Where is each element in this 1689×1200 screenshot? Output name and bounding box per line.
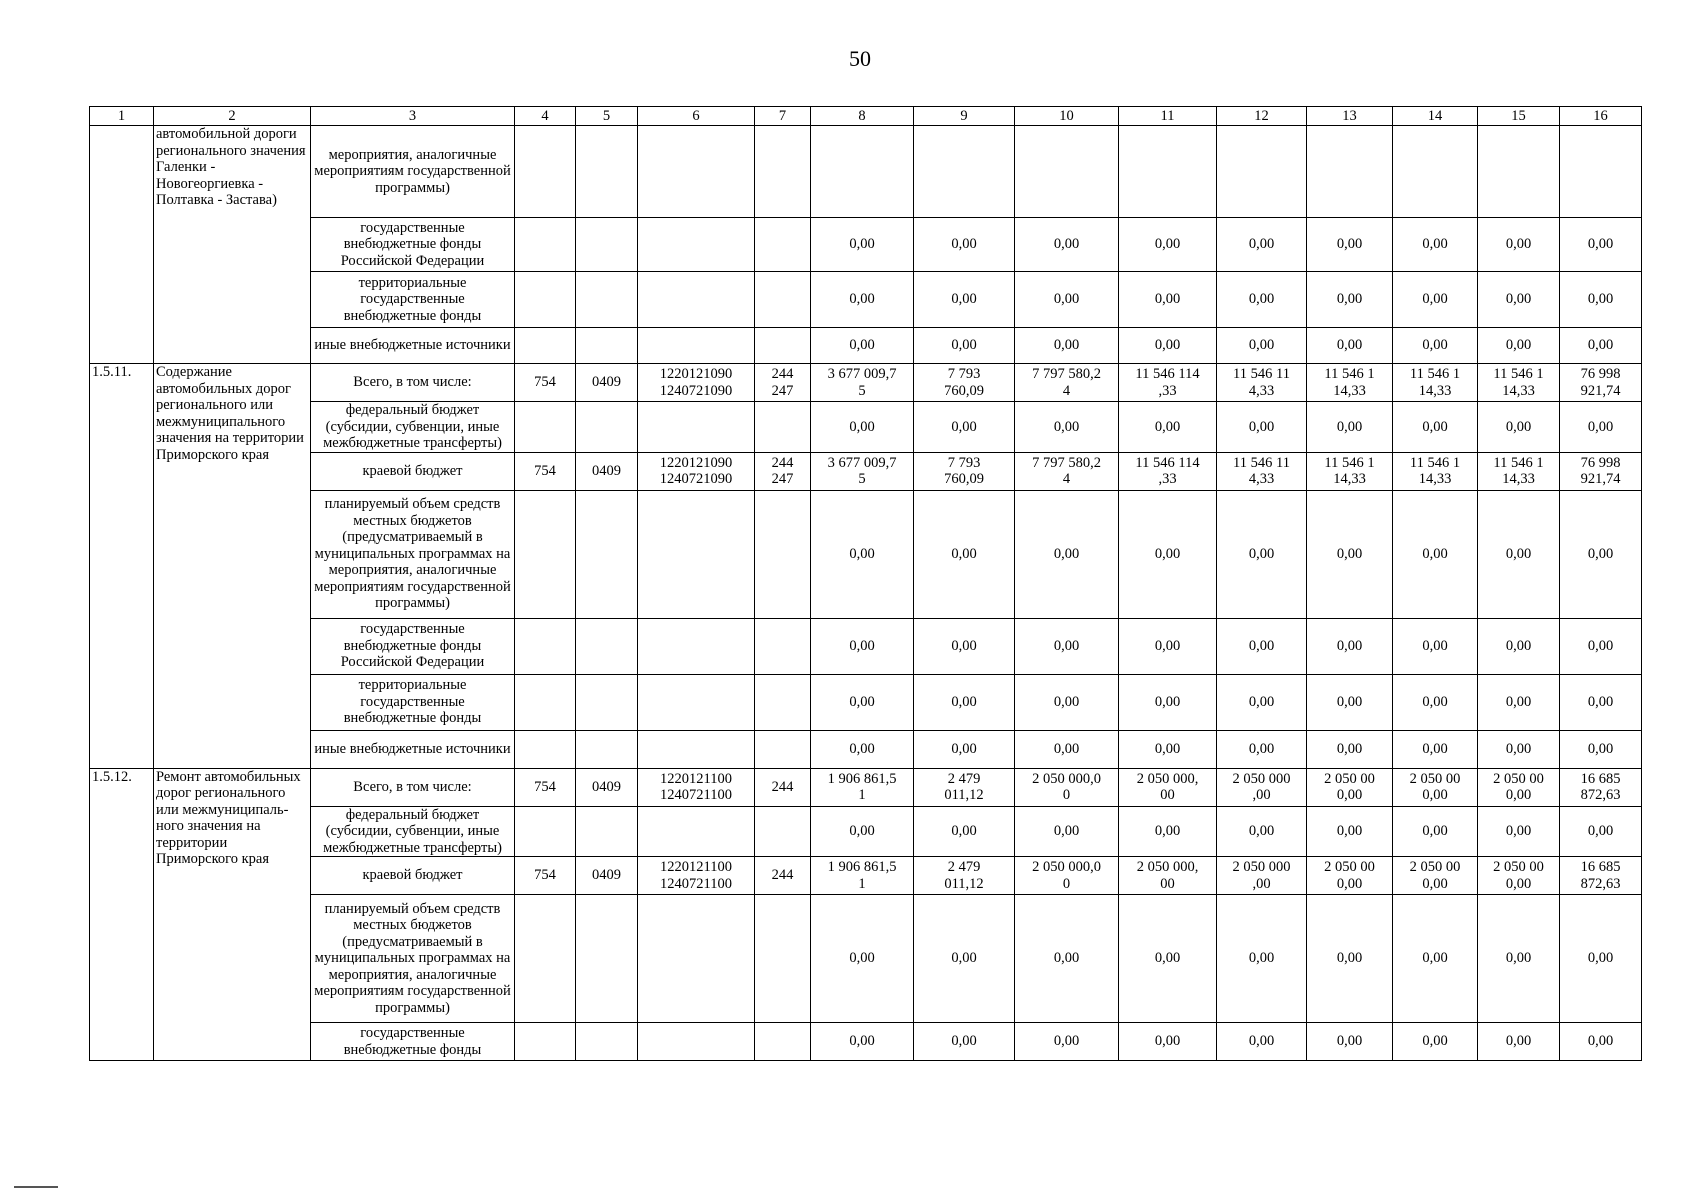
amount-col-10: 0,00 (1015, 490, 1119, 618)
table-row (90, 402, 1642, 453)
amount-col-14: 0,00 (1393, 618, 1478, 674)
funding-source: территориальные государственные внебюджетные фонды (311, 272, 515, 328)
target-article-code (638, 328, 755, 364)
amount-col-14: 0,00 (1393, 895, 1478, 1023)
amount-col-14 (1393, 126, 1478, 218)
amount-col-14: 0,00 (1393, 218, 1478, 272)
amount-col-9: 0,00 (914, 895, 1015, 1023)
column-number-6: 6 (638, 107, 755, 126)
amount-col-15: 2 050 00 0,00 (1478, 857, 1560, 895)
amount-col-11: 11 546 114 ,33 (1119, 452, 1217, 490)
amount-col-16: 0,00 (1560, 1023, 1642, 1061)
amount-col-12: 0,00 (1217, 402, 1307, 453)
amount-col-10: 0,00 (1015, 730, 1119, 768)
amount-col-10: 0,00 (1015, 402, 1119, 453)
amount-col-8: 0,00 (811, 402, 914, 453)
amount-col-8: 1 906 861,5 1 (811, 857, 914, 895)
amount-col-14: 0,00 (1393, 490, 1478, 618)
amount-col-10: 0,00 (1015, 328, 1119, 364)
column-number-15: 15 (1478, 107, 1560, 126)
item-number: 1.5.11. (90, 364, 154, 769)
amount-col-16: 16 685 872,63 (1560, 768, 1642, 806)
amount-col-13: 2 050 00 0,00 (1307, 857, 1393, 895)
funding-source: государственные внебюджетные фонды (311, 1023, 515, 1061)
amount-col-15: 0,00 (1478, 402, 1560, 453)
amount-col-8: 3 677 009,7 5 (811, 452, 914, 490)
expense-type-code: 244 (755, 857, 811, 895)
amount-col-14: 0,00 (1393, 272, 1478, 328)
column-number-13: 13 (1307, 107, 1393, 126)
target-article-code: 1220121090 1240721090 (638, 364, 755, 402)
expense-type-code (755, 126, 811, 218)
amount-col-16: 0,00 (1560, 272, 1642, 328)
amount-col-12: 0,00 (1217, 806, 1307, 857)
amount-col-14: 0,00 (1393, 328, 1478, 364)
column-number-7: 7 (755, 107, 811, 126)
amount-col-15: 0,00 (1478, 218, 1560, 272)
amount-col-15: 0,00 (1478, 618, 1560, 674)
ministry-code (515, 1023, 576, 1061)
column-number-5: 5 (576, 107, 638, 126)
amount-col-10: 7 797 580,2 4 (1015, 364, 1119, 402)
amount-col-16: 0,00 (1560, 730, 1642, 768)
section-code: 0409 (576, 857, 638, 895)
target-article-code (638, 402, 755, 453)
funding-source: краевой бюджет (311, 857, 515, 895)
amount-col-14: 0,00 (1393, 806, 1478, 857)
expense-type-code (755, 895, 811, 1023)
funding-source: Всего, в том числе: (311, 768, 515, 806)
table-row (90, 328, 1642, 364)
amount-col-8: 0,00 (811, 806, 914, 857)
amount-col-10 (1015, 126, 1119, 218)
amount-col-9: 0,00 (914, 674, 1015, 730)
table-row (90, 857, 1642, 895)
page-number: 50 (849, 46, 871, 71)
column-number-9: 9 (914, 107, 1015, 126)
section-code (576, 806, 638, 857)
amount-col-11: 0,00 (1119, 328, 1217, 364)
expense-type-code (755, 328, 811, 364)
amount-col-9: 0,00 (914, 272, 1015, 328)
target-article-code (638, 126, 755, 218)
amount-col-12: 0,00 (1217, 895, 1307, 1023)
amount-col-11: 0,00 (1119, 895, 1217, 1023)
amount-col-14: 11 546 1 14,33 (1393, 364, 1478, 402)
amount-col-10: 0,00 (1015, 218, 1119, 272)
expense-type-code: 244 247 (755, 364, 811, 402)
expense-type-code: 244 247 (755, 452, 811, 490)
table-row (90, 768, 1642, 806)
amount-col-8: 0,00 (811, 328, 914, 364)
amount-col-9: 0,00 (914, 490, 1015, 618)
amount-col-16: 0,00 (1560, 218, 1642, 272)
ministry-code (515, 806, 576, 857)
amount-col-13: 0,00 (1307, 272, 1393, 328)
column-number-2: 2 (154, 107, 311, 126)
amount-col-16: 16 685 872,63 (1560, 857, 1642, 895)
table-row (90, 730, 1642, 768)
column-number-1: 1 (90, 107, 154, 126)
amount-col-9: 0,00 (914, 1023, 1015, 1061)
amount-col-10: 2 050 000,0 0 (1015, 768, 1119, 806)
amount-col-9: 0,00 (914, 402, 1015, 453)
target-article-code (638, 218, 755, 272)
expense-type-code (755, 730, 811, 768)
funding-source: иные внебюджетные источники (311, 328, 515, 364)
section-code (576, 674, 638, 730)
expense-type-code (755, 618, 811, 674)
amount-col-16: 76 998 921,74 (1560, 452, 1642, 490)
amount-col-10: 0,00 (1015, 618, 1119, 674)
amount-col-13: 11 546 1 14,33 (1307, 364, 1393, 402)
table-row (90, 674, 1642, 730)
amount-col-12: 2 050 000 ,00 (1217, 857, 1307, 895)
amount-col-15: 0,00 (1478, 730, 1560, 768)
amount-col-15: 0,00 (1478, 1023, 1560, 1061)
section-code (576, 328, 638, 364)
column-number-11: 11 (1119, 107, 1217, 126)
amount-col-9: 7 793 760,09 (914, 364, 1015, 402)
amount-col-12: 0,00 (1217, 328, 1307, 364)
amount-col-13: 0,00 (1307, 328, 1393, 364)
amount-col-12: 2 050 000 ,00 (1217, 768, 1307, 806)
amount-col-8 (811, 126, 914, 218)
amount-col-16: 0,00 (1560, 490, 1642, 618)
ministry-code: 754 (515, 857, 576, 895)
section-code (576, 1023, 638, 1061)
target-article-code (638, 618, 755, 674)
amount-col-16 (1560, 126, 1642, 218)
expense-type-code (755, 1023, 811, 1061)
funding-source: территориальные государственные внебюджетные фонды (311, 674, 515, 730)
column-number-3: 3 (311, 107, 515, 126)
amount-col-11: 0,00 (1119, 272, 1217, 328)
ministry-code: 754 (515, 364, 576, 402)
ministry-code (515, 730, 576, 768)
table-row (90, 490, 1642, 618)
ministry-code (515, 618, 576, 674)
amount-col-13: 0,00 (1307, 674, 1393, 730)
amount-col-16: 76 998 921,74 (1560, 364, 1642, 402)
amount-col-11: 0,00 (1119, 1023, 1217, 1061)
ministry-code (515, 218, 576, 272)
amount-col-9: 2 479 011,12 (914, 857, 1015, 895)
amount-col-13: 0,00 (1307, 618, 1393, 674)
expense-type-code (755, 402, 811, 453)
amount-col-12: 0,00 (1217, 272, 1307, 328)
target-article-code: 1220121100 1240721100 (638, 857, 755, 895)
amount-col-8: 0,00 (811, 272, 914, 328)
funding-source: государственные внебюджетные фонды Российской Федерации (311, 618, 515, 674)
amount-col-16: 0,00 (1560, 402, 1642, 453)
expense-type-code: 244 (755, 768, 811, 806)
amount-col-10: 7 797 580,2 4 (1015, 452, 1119, 490)
table-row (90, 126, 1642, 218)
section-code (576, 218, 638, 272)
ministry-code (515, 674, 576, 730)
target-article-code (638, 895, 755, 1023)
amount-col-15: 11 546 1 14,33 (1478, 452, 1560, 490)
amount-col-9: 0,00 (914, 730, 1015, 768)
section-code (576, 730, 638, 768)
amount-col-9 (914, 126, 1015, 218)
expense-type-code (755, 272, 811, 328)
table-row (90, 218, 1642, 272)
amount-col-11: 0,00 (1119, 490, 1217, 618)
funding-source: краевой бюджет (311, 452, 515, 490)
amount-col-12: 0,00 (1217, 490, 1307, 618)
ministry-code (515, 126, 576, 218)
amount-col-15: 2 050 00 0,00 (1478, 768, 1560, 806)
scan-mark (14, 1186, 58, 1188)
amount-col-8: 0,00 (811, 618, 914, 674)
funding-source: мероприятия, аналогичные мероприятиям государственной программы) (311, 126, 515, 218)
column-number-4: 4 (515, 107, 576, 126)
amount-col-12: 0,00 (1217, 1023, 1307, 1061)
section-code (576, 402, 638, 453)
amount-col-15: 11 546 1 14,33 (1478, 364, 1560, 402)
amount-col-12 (1217, 126, 1307, 218)
item-name: Ремонт автомобильных дорог регионального или межмуниципаль-ного значения на территории Приморского края (154, 768, 311, 1061)
amount-col-11 (1119, 126, 1217, 218)
item-number (90, 126, 154, 364)
amount-col-10: 0,00 (1015, 272, 1119, 328)
amount-col-11: 0,00 (1119, 618, 1217, 674)
amount-col-16: 0,00 (1560, 895, 1642, 1023)
ministry-code (515, 402, 576, 453)
amount-col-13: 0,00 (1307, 402, 1393, 453)
amount-col-12: 11 546 11 4,33 (1217, 452, 1307, 490)
funding-source: государственные внебюджетные фонды Российской Федерации (311, 218, 515, 272)
table-row (90, 806, 1642, 857)
amount-col-13 (1307, 126, 1393, 218)
funding-source: планируемый объем средств местных бюджетов (предусматриваемый в муниципальных программах на мероприятия, аналогичные мероприятиям государственной программы) (311, 490, 515, 618)
amount-col-10: 2 050 000,0 0 (1015, 857, 1119, 895)
target-article-code: 1220121100 1240721100 (638, 768, 755, 806)
amount-col-16: 0,00 (1560, 674, 1642, 730)
target-article-code: 1220121090 1240721090 (638, 452, 755, 490)
amount-col-9: 2 479 011,12 (914, 768, 1015, 806)
amount-col-13: 0,00 (1307, 490, 1393, 618)
column-number-10: 10 (1015, 107, 1119, 126)
table-row (90, 618, 1642, 674)
amount-col-10: 0,00 (1015, 895, 1119, 1023)
amount-col-16: 0,00 (1560, 328, 1642, 364)
amount-col-13: 2 050 00 0,00 (1307, 768, 1393, 806)
table-row (90, 452, 1642, 490)
column-number-8: 8 (811, 107, 914, 126)
column-number-16: 16 (1560, 107, 1642, 126)
amount-col-9: 0,00 (914, 218, 1015, 272)
section-code (576, 895, 638, 1023)
amount-col-11: 0,00 (1119, 402, 1217, 453)
amount-col-8: 3 677 009,7 5 (811, 364, 914, 402)
amount-col-8: 1 906 861,5 1 (811, 768, 914, 806)
amount-col-8: 0,00 (811, 674, 914, 730)
amount-col-10: 0,00 (1015, 806, 1119, 857)
amount-col-11: 11 546 114 ,33 (1119, 364, 1217, 402)
amount-col-12: 0,00 (1217, 674, 1307, 730)
item-number: 1.5.12. (90, 768, 154, 1061)
amount-col-14: 0,00 (1393, 674, 1478, 730)
column-number-14: 14 (1393, 107, 1478, 126)
ministry-code (515, 490, 576, 618)
target-article-code (638, 272, 755, 328)
section-code: 0409 (576, 452, 638, 490)
amount-col-16: 0,00 (1560, 806, 1642, 857)
amount-col-8: 0,00 (811, 1023, 914, 1061)
amount-col-11: 2 050 000, 00 (1119, 768, 1217, 806)
amount-col-8: 0,00 (811, 218, 914, 272)
amount-col-14: 2 050 00 0,00 (1393, 768, 1478, 806)
section-code: 0409 (576, 768, 638, 806)
expense-type-code (755, 490, 811, 618)
column-number-row (90, 107, 1642, 126)
expense-type-code (755, 806, 811, 857)
target-article-code (638, 730, 755, 768)
amount-col-13: 0,00 (1307, 1023, 1393, 1061)
amount-col-14: 11 546 1 14,33 (1393, 452, 1478, 490)
table-row (90, 364, 1642, 402)
target-article-code (638, 674, 755, 730)
amount-col-11: 0,00 (1119, 730, 1217, 768)
amount-col-13: 0,00 (1307, 895, 1393, 1023)
column-number-12: 12 (1217, 107, 1307, 126)
table-row (90, 272, 1642, 328)
amount-col-9: 7 793 760,09 (914, 452, 1015, 490)
amount-col-9: 0,00 (914, 328, 1015, 364)
ministry-code (515, 328, 576, 364)
amount-col-11: 2 050 000, 00 (1119, 857, 1217, 895)
amount-col-9: 0,00 (914, 806, 1015, 857)
section-code (576, 490, 638, 618)
funding-source: Всего, в том числе: (311, 364, 515, 402)
ministry-code: 754 (515, 452, 576, 490)
target-article-code (638, 490, 755, 618)
section-code (576, 272, 638, 328)
ministry-code: 754 (515, 768, 576, 806)
amount-col-12: 11 546 11 4,33 (1217, 364, 1307, 402)
section-code (576, 618, 638, 674)
amount-col-15: 0,00 (1478, 272, 1560, 328)
amount-col-15 (1478, 126, 1560, 218)
amount-col-8: 0,00 (811, 895, 914, 1023)
amount-col-8: 0,00 (811, 490, 914, 618)
target-article-code (638, 806, 755, 857)
funding-source: иные внебюджетные источники (311, 730, 515, 768)
amount-col-9: 0,00 (914, 618, 1015, 674)
ministry-code (515, 272, 576, 328)
amount-col-13: 11 546 1 14,33 (1307, 452, 1393, 490)
amount-col-13: 0,00 (1307, 806, 1393, 857)
amount-col-14: 0,00 (1393, 1023, 1478, 1061)
funding-source: федеральный бюджет (субсидии, субвенции, иные межбюджетные трансферты) (311, 806, 515, 857)
section-code: 0409 (576, 364, 638, 402)
amount-col-15: 0,00 (1478, 806, 1560, 857)
amount-col-16: 0,00 (1560, 618, 1642, 674)
amount-col-14: 0,00 (1393, 730, 1478, 768)
ministry-code (515, 895, 576, 1023)
amount-col-8: 0,00 (811, 730, 914, 768)
expense-type-code (755, 218, 811, 272)
target-article-code (638, 1023, 755, 1061)
amount-col-15: 0,00 (1478, 895, 1560, 1023)
amount-col-14: 0,00 (1393, 402, 1478, 453)
table-row (90, 1023, 1642, 1061)
amount-col-15: 0,00 (1478, 490, 1560, 618)
item-name: Содержание автомобильных дорог регионального или межмуниципального значения на территории Приморского края (154, 364, 311, 769)
amount-col-12: 0,00 (1217, 730, 1307, 768)
amount-col-13: 0,00 (1307, 730, 1393, 768)
budget-table (89, 106, 1642, 1061)
amount-col-10: 0,00 (1015, 674, 1119, 730)
funding-source: федеральный бюджет (субсидии, субвенции, иные межбюджетные трансферты) (311, 402, 515, 453)
amount-col-11: 0,00 (1119, 806, 1217, 857)
amount-col-15: 0,00 (1478, 674, 1560, 730)
funding-source: планируемый объем средств местных бюджетов (предусматриваемый в муниципальных программах на мероприятия, аналогичные мероприятиям государственной программы) (311, 895, 515, 1023)
amount-col-13: 0,00 (1307, 218, 1393, 272)
expense-type-code (755, 674, 811, 730)
amount-col-14: 2 050 00 0,00 (1393, 857, 1478, 895)
budget-table-body (90, 107, 1642, 1061)
item-name: автомобильной дороги регионального значения Галенки - Новогеоргиевка - Полтавка - Застава) (154, 126, 311, 364)
table-row (90, 895, 1642, 1023)
amount-col-11: 0,00 (1119, 218, 1217, 272)
amount-col-12: 0,00 (1217, 618, 1307, 674)
section-code (576, 126, 638, 218)
amount-col-10: 0,00 (1015, 1023, 1119, 1061)
amount-col-12: 0,00 (1217, 218, 1307, 272)
amount-col-11: 0,00 (1119, 674, 1217, 730)
amount-col-15: 0,00 (1478, 328, 1560, 364)
